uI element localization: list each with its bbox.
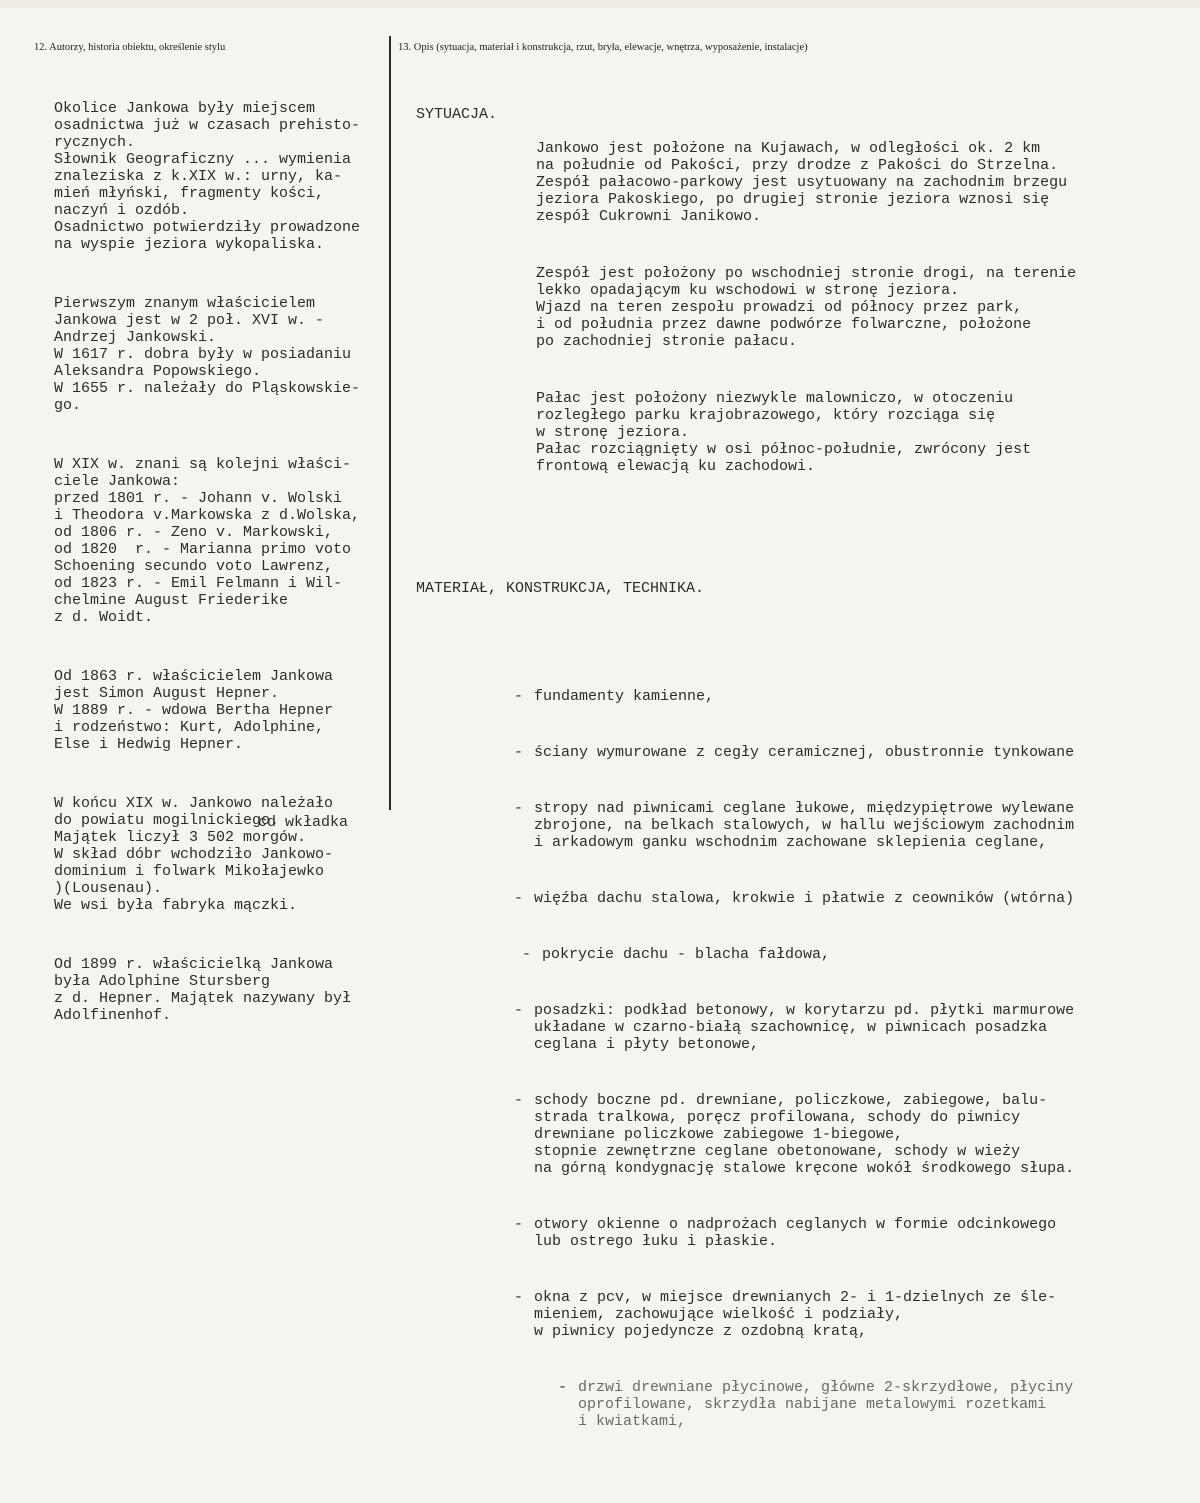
history-paragraph: Okolice Jankowa były miejscem osadnictwa już w czasach prehisto- rycznych. Słownik Geograficzny ... wymienia znaleziska z k.XIX w.: urny, ka- mień młyński, fragmenty kości, naczyń i ozdób. Osadnictwo potwierdziły prowadzone na wyspie jeziora wykopaliska. bbox=[54, 100, 361, 253]
list-item bbox=[514, 800, 1186, 851]
list-item bbox=[514, 890, 1186, 907]
list-item bbox=[514, 1002, 1186, 1053]
header-left: 12. Autorzy, historia obiektu, określenie stylu bbox=[34, 42, 226, 53]
dash: - bbox=[514, 1289, 524, 1306]
history-paragraph: W XIX w. znani są kolejni właści- ciele Jankowa: przed 1801 r. - Johann v. Wolski i Theodora v.Markowska z d.Wolska, od 1806 r. - Zeno v. Markowski, od 1820 r. - Marianna primo voto Schoening secundo voto Lawrenz, od 1823 r. - Emil Felmann i Wil- chelmine August Friederike z d. Woidt. bbox=[54, 456, 361, 626]
item-text: więźba dachu stalowa, krokwie i płatwie z ceowników (wtórna) bbox=[534, 890, 1075, 907]
item-text: schody boczne pd. drewniane, policzkowe, zabiegowe, balu- strada tralkowa, poręcz profilowana, schody do piwnicy drewniane policzkowe zabiegowe 1-biegowe, stopnie zewnętrzne ceglane obetonowane, schody w wieży na górną kondygnację stalowe kręcone wokół środkowego słupa. bbox=[534, 1092, 1075, 1177]
item-text: stropy nad piwnicami ceglane łukowe, międzypiętrowe wylewane zbrojone, na belkach stalowych, w hallu wejściowym zachodnim i arkadowym ganku wschodnim zachowane sklepienia ceglane, bbox=[534, 800, 1075, 851]
header-right: 13. Opis (sytuacja, materiał i konstrukcja, rzut, bryła, elewacje, wnętrza, wyposażenie, instalacje) bbox=[398, 42, 808, 53]
history-paragraph: Pierwszym znanym właścicielem Jankowa jest w 2 poł. XVI w. - Andrzej Jankowski. W 1617 r. dobra były w posiadaniu Aleksandra Popowskiego. W 1655 r. należały do Pląskowskie- go. bbox=[54, 295, 361, 414]
continuation-note: cd wkładka bbox=[258, 814, 349, 831]
situation-section bbox=[416, 106, 1186, 515]
dash: - bbox=[514, 1002, 524, 1019]
item-text: otwory okienne o nadprożach ceglanych w formie odcinkowego lub ostrego łuku i płaskie. bbox=[534, 1216, 1057, 1250]
item-text: ściany wymurowane z cegły ceramicznej, obustronnie tynkowane bbox=[534, 744, 1075, 761]
dash: - bbox=[558, 1379, 568, 1396]
situation-paragraph: Pałac jest położony niezwykle malowniczo, w otoczeniu rozległego parku krajobrazowego, który rozciąga się w stronę jeziora. Pałac rozciągnięty w osi północ-południe, zwrócony jest frontową elewacją ku zachodowi. bbox=[536, 390, 1032, 475]
dash: - bbox=[522, 946, 532, 963]
item-text: pokrycie dachu - blacha fałdowa, bbox=[542, 946, 831, 963]
item-text: okna z pcv, w miejsce drewnianych 2- i 1-dzielnych ze śle- mieniem, zachowujące wielkość i podziały, w piwnicy pojedyncze z ozdobną kratą, bbox=[534, 1289, 1057, 1340]
dash: - bbox=[514, 688, 524, 705]
history-column bbox=[54, 66, 388, 1066]
list-item bbox=[514, 1216, 1186, 1250]
list-item bbox=[514, 744, 1186, 761]
material-list bbox=[514, 654, 1186, 1469]
dash: - bbox=[514, 800, 524, 817]
situation-paragraph: Zespół jest położony po wschodniej stronie drogi, na terenie lekko opadającym ku wschodowi w stronę jeziora. Wjazd na teren zespołu prowadzi od północy przez park, i od południa przez dawne podwórze folwarczne, położone po zachodniej stronie pałacu. bbox=[536, 265, 1077, 350]
history-paragraph: Od 1863 r. właścicielem Jankowa jest Simon August Hepner. W 1889 r. - wdowa Bertha Hepner i rodzeństwo: Kurt, Adolphine, Else i Hedwig Hepner. bbox=[54, 668, 334, 753]
list-item bbox=[522, 946, 1186, 963]
list-item bbox=[514, 688, 1186, 705]
item-text: posadzki: podkład betonowy, w korytarzu pd. płytki marmurowe układane w czarno-białą szachownicę, w piwnicach posadzka ceglana i płyty betonowe, bbox=[534, 1002, 1075, 1053]
dash: - bbox=[514, 1092, 524, 1109]
dash: - bbox=[514, 890, 524, 907]
situation-label: SYTUACJA. bbox=[416, 106, 498, 123]
history-paragraph: W końcu XIX w. Jankowo należało do powiatu mogilnickiego. Majątek liczył 3 502 morgów. W skład dóbr wchodziło Jankowo- dominium i folwark Mikołajewko )(Lousenau). We wsi była fabryka mączki. bbox=[54, 795, 334, 914]
column-divider bbox=[389, 36, 391, 810]
list-item bbox=[514, 1289, 1186, 1340]
description-column bbox=[416, 72, 1186, 1503]
item-text: drzwi drewniane płycinowe, główne 2-skrzydłowe, płyciny oprofilowane, skrzydła nabijane metalowymi rozetkami i kwiatkami, bbox=[578, 1379, 1074, 1430]
history-paragraph: Od 1899 r. właścicielką Jankowa była Adolphine Stursberg z d. Hepner. Majątek nazywany był Adolfinenhof. bbox=[54, 956, 352, 1024]
situation-paragraph: Jankowo jest położone na Kujawach, w odległości ok. 2 km na południe od Pakości, przy drodze z Pakości do Strzelna. Zespół pałacowo-parkowy jest usytuowany na zachodnim brzegu jeziora Pakoskiego, po drugiej stronie jeziora wznosi się zespół Cukrowni Janikowo. bbox=[536, 140, 1068, 225]
dash: - bbox=[514, 1216, 524, 1233]
list-item bbox=[514, 1092, 1186, 1177]
page-top-edge bbox=[0, 0, 1200, 8]
situation-body bbox=[536, 106, 1076, 515]
list-item bbox=[558, 1379, 1186, 1430]
dash: - bbox=[514, 744, 524, 761]
material-heading: MATERIAŁ, KONSTRUKCJA, TECHNIKA. bbox=[416, 580, 705, 597]
item-text: fundamenty kamienne, bbox=[534, 688, 715, 705]
